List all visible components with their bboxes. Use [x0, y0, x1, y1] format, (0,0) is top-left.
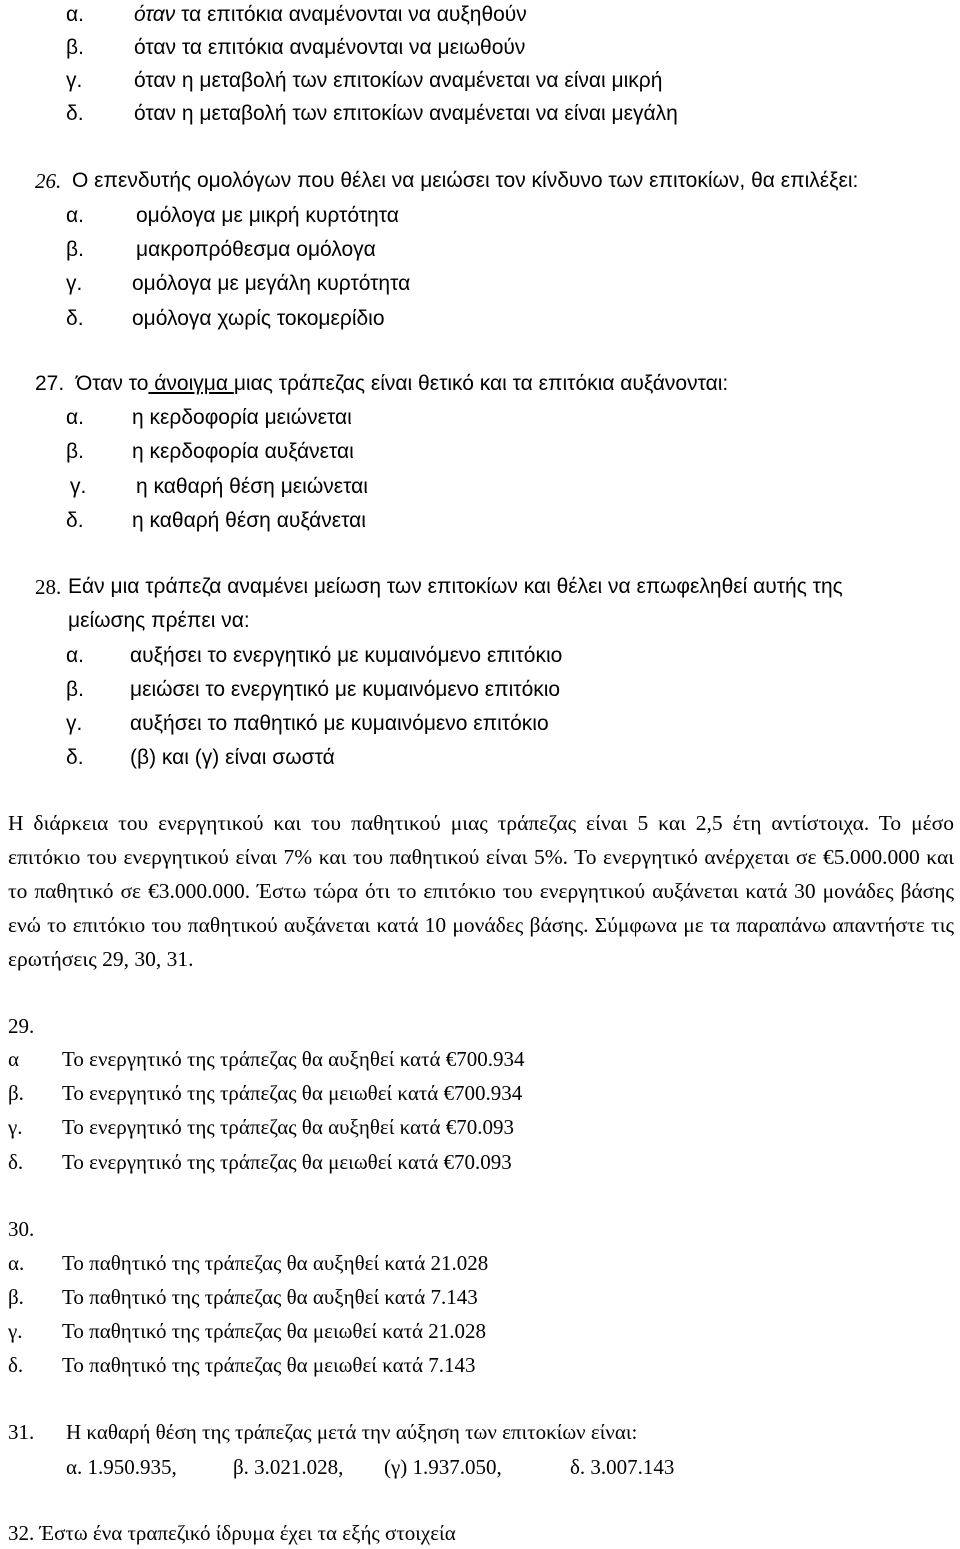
q30-option-b-text: Το παθητικό της τράπεζας θα αυξηθεί κατά 7.143: [62, 1285, 478, 1309]
q25-option-a: [134, 2, 527, 28]
q29-option-b-letter: β.: [8, 1081, 24, 1105]
q29-number: 29.: [8, 1014, 35, 1038]
q25-option-d-letter: δ.: [66, 102, 84, 125]
q25-option-c-letter: γ.: [66, 69, 83, 92]
q26-option-d-text: ομόλογα χωρίς τοκομερίδιο: [132, 307, 385, 330]
q27-question-post: μιας τράπεζας είναι θετικό και τα επιτόκια αυξάνονται:: [233, 372, 729, 395]
q27-option-c-text: η καθαρή θέση μειώνεται: [136, 475, 368, 498]
q28-question-line1: Εάν μια τράπεζα αναμένει μείωση των επιτοκίων και θέλει να επωφεληθεί αυτής της: [68, 575, 843, 598]
q27-number: 27.: [35, 372, 65, 395]
q31-answer-a: α. 1.950.935,: [66, 1455, 177, 1479]
q27-question: [76, 371, 728, 397]
q27-option-a-letter: α.: [66, 406, 84, 429]
q25-option-a-text: τα επιτόκια αναμένονται να αυξηθούν: [175, 3, 527, 26]
q29-option-d-text: Το ενεργητικό της τράπεζας θα μειωθεί κατά €70.093: [62, 1150, 512, 1174]
q26-option-c-letter: γ.: [66, 272, 83, 295]
q30-option-c-text: Το παθητικό της τράπεζας θα μειωθεί κατά 21.028: [62, 1319, 487, 1343]
q31-answer-c: (γ) 1.937.050,: [384, 1455, 502, 1479]
q27-option-d-letter: δ.: [66, 509, 84, 532]
q26-option-b-text: μακροπρόθεσμα ομόλογα: [136, 238, 376, 261]
q28-option-c-text: αυξήσει το παθητικό με κυμαινόμενο επιτόκιο: [130, 712, 549, 735]
q27-option-b-text: η κερδοφορία αυξάνεται: [132, 440, 354, 463]
q30-number: 30.: [8, 1217, 35, 1241]
q29-option-c-text: Το ενεργητικό της τράπεζας θα αυξηθεί κατά €70.093: [62, 1115, 514, 1139]
q30-option-c-letter: γ.: [8, 1319, 23, 1343]
q28-option-d-text: (β) και (γ) είναι σωστά: [130, 746, 335, 769]
q29-option-a-text: Το ενεργητικό της τράπεζας θα αυξηθεί κατά €700.934: [62, 1047, 525, 1071]
q30-option-b-letter: β.: [8, 1285, 24, 1309]
q29-option-c-letter: γ.: [8, 1115, 23, 1139]
q25-option-d-text: όταν η μεταβολή των επιτοκίων αναμένεται να είναι μεγάλη: [134, 102, 678, 125]
q31-answer-d: δ. 3.007.143: [570, 1455, 675, 1479]
q28-option-a-text: αυξήσει το ενεργητικό με κυμαινόμενο επιτόκιο: [130, 644, 563, 667]
q31-question: Η καθαρή θέση της τράπεζας μετά την αύξηση των επιτοκίων είναι:: [66, 1420, 638, 1444]
q28-option-c-letter: γ.: [66, 712, 83, 735]
q30-option-a-letter: α.: [8, 1251, 25, 1275]
q28-option-b-letter: β.: [66, 678, 84, 701]
scenario-paragraph: Η διάρκεια του ενεργητικού και του παθητικού μιας τράπεζας είναι 5 και 2,5 έτη αντίστοιχα. Το μέσο επιτόκιο του ενεργητικού είναι 7% και του παθητικού είναι 5%. Το ενεργητικό ανέρχεται σε €5.000.000 και το παθητικό σε €3.000.000. Έστω τώρα ότι το επιτόκιο του ενεργητικού αυξάνεται κατά 30 μονάδες βάσης ενώ το επιτόκιο του παθητικού αυξάνεται κατά 10 μονάδες βάσης. Σύμφωνα με τα παραπάνω απαντήστε τις ερωτήσεις 29, 30, 31.: [8, 811, 954, 971]
q26-option-b-letter: β.: [66, 238, 84, 261]
q28-option-d-letter: δ.: [66, 746, 84, 769]
q27-question-underlined: άνοιγμα: [148, 372, 234, 395]
q26-option-a-letter: α.: [66, 204, 84, 227]
q29-option-a-letter: α: [8, 1047, 20, 1071]
q32-text: 32. Έστω ένα τραπεζικό ίδρυμα έχει τα εξής στοιχεία: [8, 1521, 456, 1545]
q30-option-d-text: Το παθητικό της τράπεζας θα μειωθεί κατά 7.143: [62, 1353, 476, 1377]
q25-option-a-letter: α.: [66, 3, 84, 26]
q28-number: 28.: [35, 575, 62, 599]
q25-option-a-italic: όταν: [134, 3, 176, 26]
q25-option-b-text: όταν τα επιτόκια αναμένονται να μειωθούν: [134, 36, 526, 59]
q27-question-pre: Όταν το: [76, 372, 149, 395]
q27-option-d-text: η καθαρή θέση αυξάνεται: [132, 509, 366, 532]
q25-option-b-letter: β.: [66, 36, 84, 59]
q26-number: 26.: [35, 169, 62, 193]
q27-option-a-text: η κερδοφορία μειώνεται: [132, 406, 352, 429]
q30-option-a-text: Το παθητικό της τράπεζας θα αυξηθεί κατά 21.028: [62, 1251, 489, 1275]
q28-option-b-text: μειώσει το ενεργητικό με κυμαινόμενο επιτόκιο: [130, 678, 561, 701]
q26-question: Ο επενδυτής ομολόγων που θέλει να μειώσει τον κίνδυνο των επιτοκίων, θα επιλέξει:: [72, 169, 859, 192]
q30-option-d-letter: δ.: [8, 1353, 24, 1377]
q26-option-d-letter: δ.: [66, 307, 84, 330]
q31-number: 31.: [8, 1420, 35, 1444]
q31-answer-b: β. 3.021.028,: [233, 1455, 344, 1479]
q26-option-a-text: ομόλογα με μικρή κυρτότητα: [136, 204, 399, 227]
q25-option-c-text: όταν η μεταβολή των επιτοκίων αναμένεται να είναι μικρή: [134, 69, 663, 92]
q29-option-b-text: Το ενεργητικό της τράπεζας θα μειωθεί κατά €700.934: [62, 1081, 523, 1105]
q27-option-b-letter: β.: [66, 440, 84, 463]
q26-option-c-text: ομόλογα με μεγάλη κυρτότητα: [132, 272, 411, 295]
q28-question-line2: μείωσης πρέπει να:: [68, 609, 250, 632]
q29-option-d-letter: δ.: [8, 1150, 24, 1174]
q27-option-c-letter: γ.: [70, 475, 87, 498]
q28-option-a-letter: α.: [66, 644, 84, 667]
